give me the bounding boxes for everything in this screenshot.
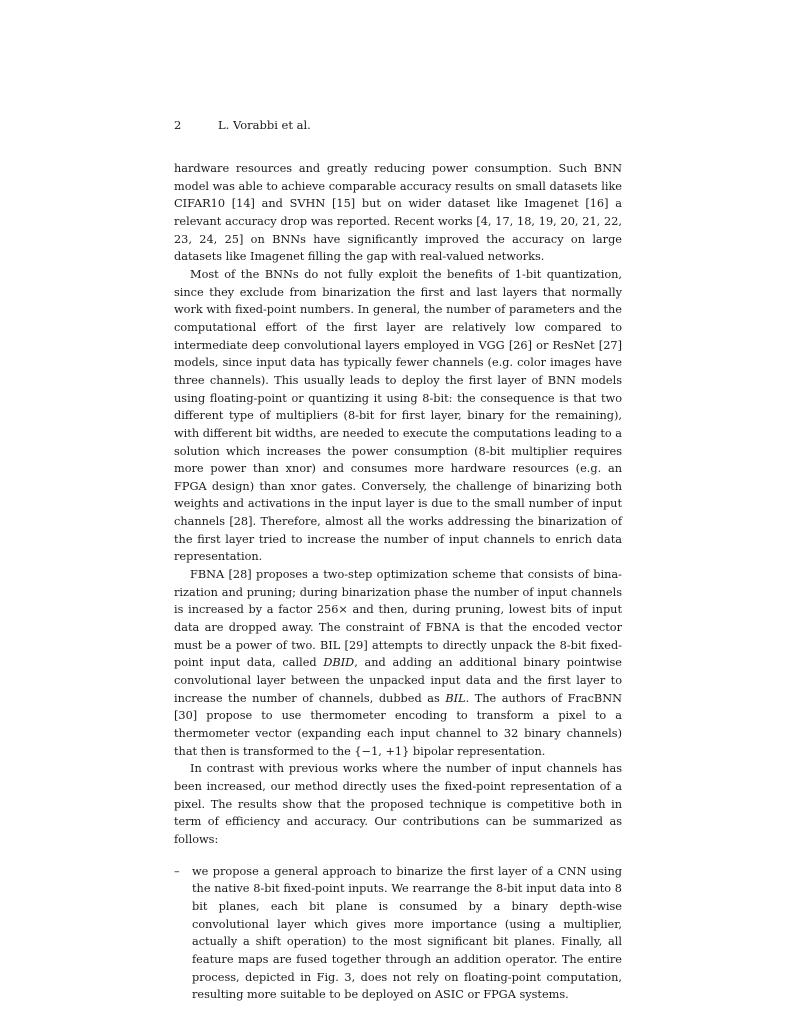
- contribution-text: we propose a general approach to binarize the first layer of a CNN using the native 8-bit fixed-point inputs. We rearrange the 8-bit input data into 8 bit planes, each bit plane is consumed by a binary depth-wise convolutional layer which gives more importance (using a multiplier, actually a shift operation) to the most significant bit planes. Finally, all feature maps are fused together through an addition operator. The entire process, depicted in Fig. 3, does not rely on floating-point computation, resulting more suitable to be deployed on ASIC or FPGA systems.: [192, 864, 622, 1002]
- paragraph-3: [174, 566, 622, 760]
- paragraph-1: hardware resources and greatly reducing power consumption. Such BNN model was able to achieve comparable accuracy results on small datasets like CIFAR10 [14] and SVHN [15] but on wider dataset like Imagenet [16] a relevant accuracy drop was reported. Recent works [4, 17, 18, 19, 20, 21, 22, 23, 24, 25] on BNNs have significantly improved the accuracy on large datasets like Imagenet filling the gap with real-valued networks.: [174, 162, 622, 264]
- contribution-item: [174, 863, 622, 1004]
- running-head: [174, 118, 622, 132]
- running-head-authors: L. Vorabbi et al.: [218, 118, 311, 132]
- paragraph-2: Most of the BNNs do not fully exploit the benefits of 1-bit quantization, since they exclude from binarization the first and last layers that normally work with fixed-point numbers. In general, the number of parameters and the computational effort of the first layer are relatively low compared to intermediate deep convolutional layers employed in VGG [26] or ResNet [27] models, since input data has typically fewer channels (e.g. color images have three channels). This usually leads to deploy the first layer of BNN models using floating-point or quantizing it using 8-bit: the consequence is that two different type of multipliers (8-bit for first layer, binary for the remaining), with different bit widths, are needed to execute the computations leading to a solution which increases the power consumption (8-bit multiplier requires more power than xnor) and consumes more hardware resources (e.g. an FPGA design) than xnor gates. Conversely, the challenge of binarizing both weights and activations in the input layer is due to the small number of input channels [28]. Therefore, almost all the works addressing the binarization of the first layer tried to increase the number of input channels to enrich data representation.: [174, 267, 622, 564]
- paragraph-3-part-2: , and adding an additional binary pointwise convolutional layer between the unpacked input data and the first layer to increase the number of channels, dubbed as: [174, 656, 622, 705]
- contribution-list: [174, 863, 622, 1004]
- paragraph-4: In contrast with previous works where the number of input channels has been increased, our method directly uses the fixed-point representation of a pixel. The results show that the proposed technique is competitive both in term of efficiency and accuracy. Our contributions can be summarized as follows:: [174, 762, 622, 846]
- page-number: 2: [174, 118, 182, 132]
- body-text: [174, 160, 622, 1004]
- paragraph-3-part-1: FBNA [28] proposes a two-step optimization scheme that consists of binarization and pruning; during binarization phase the number of input channels is increased by a factor 256× and then, during pruning, lowest bits of input data are dropped away. The constraint of FBNA is that the encoded vector must be a power of two. BIL [29] attempts to directly unpack the 8-bit fixed-point input data, called: [174, 568, 622, 670]
- term-bil: BIL: [445, 691, 466, 705]
- paper-page: [174, 118, 622, 1004]
- dash-bullet: –: [174, 864, 180, 878]
- term-dbid: DBID: [323, 656, 355, 670]
- paragraph-3-part-3: . The authors of FracBNN [30] propose to use thermometer encoding to transform a pixel to a thermometer vector (expanding each input channel to 32 binary channels) that then is transformed to the {−1, +1} bipolar representation.: [174, 691, 622, 758]
